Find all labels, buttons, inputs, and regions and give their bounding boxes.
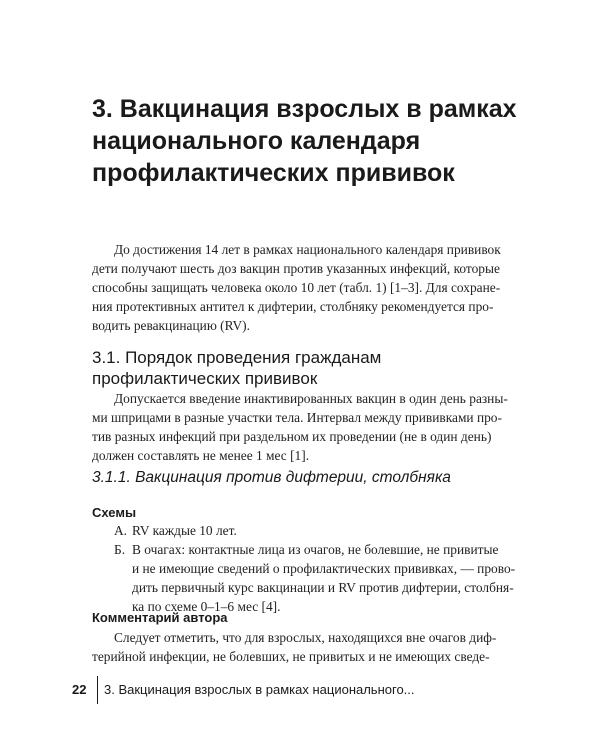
chapter-title-line: национального календаря <box>92 127 421 155</box>
text-line: ка по схеме 0–1–6 мес [4]. <box>132 599 281 614</box>
subsection-title: 3.1.1. Вакцинация против дифтерии, столбняка <box>92 469 451 486</box>
text-line: способны защищать человека около 10 лет (табл. 1) [1–3]. Для сохране- <box>92 280 501 295</box>
text-line: Следует отметить, что для взрослых, находящихся вне очагов диф- <box>114 630 497 645</box>
text-line: тив разных инфекций при раздельном их проведении (не в один день) <box>92 429 492 444</box>
schemes-list <box>114 521 518 616</box>
text-line: RV каждые 10 лет. <box>132 523 237 538</box>
text-line: водить ревакцинацию (RV). <box>92 318 250 333</box>
list-marker: Б. <box>114 542 126 557</box>
chapter-title-line: 3. Вакцинация взрослых в рамках <box>92 95 517 123</box>
list-item <box>114 521 518 540</box>
text-line: терийной инфекции, не болевших, не привитых и не имеющих сведе- <box>92 649 490 664</box>
text-line: дить первичный курс вакцинации и RV против дифтерии, столбня- <box>132 580 514 595</box>
text-line: В очагах: контактные лица из очагов, не болевшие, не привитые <box>132 542 499 557</box>
list-item <box>114 540 518 616</box>
text-line: Допускается введение инактивированных вакцин в один день разны- <box>114 391 508 406</box>
text-line: дети получают шесть доз вакцин против указанных инфекций, которые <box>92 261 500 276</box>
text-line: и не имеющие сведений о профилактических прививках, — прово- <box>132 561 516 576</box>
section-title-line: 3.1. Порядок проведения гражданам <box>92 348 382 367</box>
section-title-line: профилактических прививок <box>92 369 318 388</box>
text-line: должен составлять не менее 1 мес [1]. <box>92 448 310 463</box>
section-paragraph <box>92 389 514 465</box>
comment-paragraph <box>92 628 514 666</box>
running-head: 3. Вакцинация взрослых в рамках национального... <box>104 682 415 697</box>
page-footer <box>72 676 492 704</box>
footer-divider <box>97 676 98 704</box>
text-line: До достижения 14 лет в рамках национального календаря прививок <box>114 242 501 257</box>
section-title <box>92 347 522 389</box>
list-marker: А. <box>114 523 128 538</box>
text-line: ния протективных антител к дифтерии, столбняку рекомендуется про- <box>92 299 494 314</box>
chapter-title-line: профилактических прививок <box>92 159 455 187</box>
chapter-title <box>92 93 562 189</box>
text-line: ми шприцами в разные участки тела. Интервал между прививками про- <box>92 410 502 425</box>
schemes-heading: Схемы <box>92 505 137 520</box>
comment-heading: Комментарий автора <box>92 610 228 625</box>
page-number: 22 <box>72 682 87 697</box>
intro-paragraph <box>92 240 514 335</box>
